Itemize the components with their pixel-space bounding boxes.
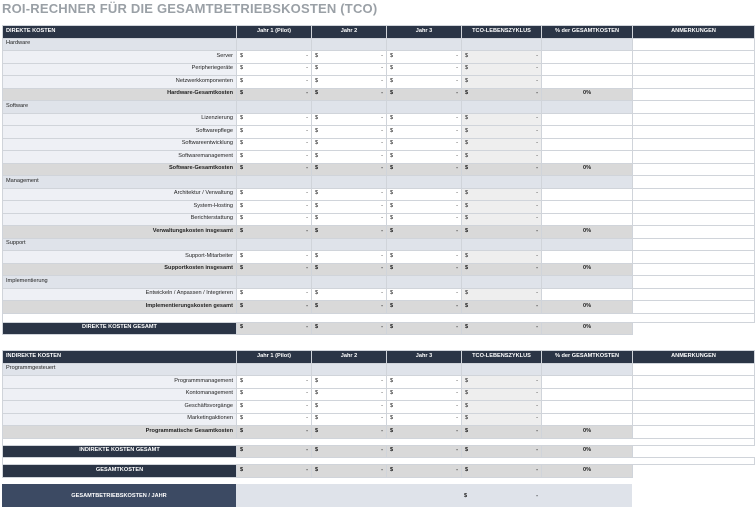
year2-cell[interactable]: $ - bbox=[312, 251, 387, 264]
notes-cell[interactable] bbox=[633, 151, 755, 164]
subtotal-value[interactable]: $ - bbox=[387, 301, 462, 314]
item-label: Berichterstattung bbox=[3, 213, 237, 226]
year3-cell[interactable]: $ - bbox=[387, 251, 462, 264]
subtotal-value[interactable]: $ - bbox=[462, 226, 542, 239]
category-row bbox=[3, 38, 755, 51]
tco-lifecycle-cell[interactable]: $ - bbox=[462, 51, 542, 64]
subtotal-value[interactable]: $ - bbox=[312, 163, 387, 176]
table-row bbox=[3, 76, 755, 89]
indirect-total-row-value[interactable]: $ - bbox=[387, 445, 462, 458]
subtotal-label: Supportkosten insgesamt bbox=[3, 263, 237, 276]
year2-cell[interactable]: $ - bbox=[312, 388, 387, 401]
item-label: Softwarepflege bbox=[3, 126, 237, 139]
notes-cell[interactable] bbox=[633, 213, 755, 226]
column-header: % der GESAMTKOSTEN bbox=[542, 351, 633, 364]
year2-cell[interactable]: $ - bbox=[312, 126, 387, 139]
year1-cell[interactable]: $ - bbox=[237, 138, 312, 151]
year1-cell[interactable]: $ - bbox=[237, 413, 312, 426]
direct-total-row-value[interactable]: $ - bbox=[312, 322, 387, 335]
subtotal-row bbox=[3, 226, 755, 239]
direct-total-row-label: DIREKTE KOSTEN GESAMT bbox=[3, 322, 237, 335]
table-row bbox=[3, 201, 755, 214]
notes-cell[interactable] bbox=[633, 76, 755, 89]
table-row bbox=[3, 401, 755, 414]
indirect-total-row-label: INDIREKTE KOSTEN GESAMT bbox=[3, 445, 237, 458]
column-header: DIREKTE KOSTEN bbox=[3, 26, 237, 39]
notes-cell[interactable] bbox=[633, 401, 755, 414]
year2-cell[interactable]: $ - bbox=[312, 213, 387, 226]
subtotal-percent: 0% bbox=[542, 88, 633, 101]
grand-total-row-percent: 0% bbox=[542, 465, 633, 478]
tco-lifecycle-cell[interactable]: $ - bbox=[462, 251, 542, 264]
category-row bbox=[3, 276, 755, 289]
subtotal-value[interactable]: $ - bbox=[312, 301, 387, 314]
column-header: Jahr 2 bbox=[312, 26, 387, 39]
category-label: Implementierung bbox=[3, 276, 237, 289]
year1-cell[interactable]: $ - bbox=[237, 213, 312, 226]
notes-cell[interactable] bbox=[633, 238, 755, 251]
category-row bbox=[3, 101, 755, 114]
year2-cell[interactable]: $ - bbox=[312, 376, 387, 389]
percent-cell bbox=[542, 126, 633, 139]
tco-lifecycle-cell[interactable]: $ - bbox=[462, 401, 542, 414]
year3-cell[interactable]: $ - bbox=[387, 413, 462, 426]
notes-cell[interactable] bbox=[633, 176, 755, 189]
year1-cell[interactable]: $ - bbox=[237, 376, 312, 389]
table-row bbox=[3, 188, 755, 201]
item-label: Server bbox=[3, 51, 237, 64]
year3-cell[interactable]: $ - bbox=[387, 51, 462, 64]
year3-cell[interactable]: $ - bbox=[387, 288, 462, 301]
direct-total-row-percent: 0% bbox=[542, 322, 633, 335]
year1-cell[interactable]: $ - bbox=[237, 126, 312, 139]
tco-lifecycle-cell[interactable]: $ - bbox=[462, 188, 542, 201]
direct-total-row bbox=[3, 322, 755, 335]
grand-total-row-value[interactable]: $ - bbox=[237, 465, 312, 478]
percent-cell bbox=[542, 188, 633, 201]
year3-cell[interactable]: $ - bbox=[387, 138, 462, 151]
direct-total-row-value[interactable]: $ - bbox=[462, 322, 542, 335]
notes-cell[interactable] bbox=[633, 138, 755, 151]
tco-lifecycle-cell[interactable]: $ - bbox=[462, 213, 542, 226]
year2-cell[interactable]: $ - bbox=[312, 413, 387, 426]
subtotal-row bbox=[3, 88, 755, 101]
table-row bbox=[3, 138, 755, 151]
year1-cell[interactable]: $ - bbox=[237, 388, 312, 401]
percent-cell bbox=[542, 51, 633, 64]
subtotal-value[interactable]: $ - bbox=[462, 426, 542, 439]
year3-cell[interactable]: $ - bbox=[387, 76, 462, 89]
subtotal-value[interactable]: $ - bbox=[387, 263, 462, 276]
notes-cell[interactable] bbox=[633, 413, 755, 426]
year2-cell[interactable]: $ - bbox=[312, 138, 387, 151]
year1-cell[interactable]: $ - bbox=[237, 188, 312, 201]
column-header: Jahr 3 bbox=[387, 351, 462, 364]
notes-cell[interactable] bbox=[633, 188, 755, 201]
percent-cell bbox=[542, 138, 633, 151]
percent-cell bbox=[542, 151, 633, 164]
direct-total-row-value[interactable]: $ - bbox=[387, 322, 462, 335]
notes-cell[interactable] bbox=[633, 251, 755, 264]
column-header: Jahr 3 bbox=[387, 26, 462, 39]
direct-costs-table bbox=[2, 25, 755, 335]
subtotal-label: Software-Gesamtkosten bbox=[3, 163, 237, 176]
tco-lifecycle-cell[interactable]: $ - bbox=[462, 413, 542, 426]
year1-cell[interactable]: $ - bbox=[237, 63, 312, 76]
notes-cell[interactable] bbox=[633, 163, 755, 176]
subtotal-value[interactable]: $ - bbox=[462, 263, 542, 276]
item-label: Softwaremanagement bbox=[3, 151, 237, 164]
tco-per-year-row bbox=[2, 484, 632, 507]
subtotal-percent: 0% bbox=[542, 301, 633, 314]
year1-cell[interactable]: $ - bbox=[237, 51, 312, 64]
subtotal-value[interactable]: $ - bbox=[387, 163, 462, 176]
tco-lifecycle-cell[interactable]: $ - bbox=[462, 288, 542, 301]
table-row bbox=[3, 63, 755, 76]
notes-cell[interactable] bbox=[633, 226, 755, 239]
percent-cell bbox=[542, 201, 633, 214]
year1-cell[interactable]: $ - bbox=[237, 76, 312, 89]
year1-cell[interactable]: $ - bbox=[237, 201, 312, 214]
year2-cell[interactable]: $ - bbox=[312, 288, 387, 301]
indirect-total-row-value[interactable]: $ - bbox=[462, 445, 542, 458]
tco-lifecycle-cell[interactable]: $ - bbox=[462, 376, 542, 389]
table-header bbox=[3, 351, 755, 364]
subtotal-value[interactable]: $ - bbox=[237, 426, 312, 439]
table-row bbox=[3, 126, 755, 139]
year3-cell[interactable]: $ - bbox=[387, 201, 462, 214]
year2-cell[interactable]: $ - bbox=[312, 188, 387, 201]
percent-cell bbox=[542, 113, 633, 126]
category-row bbox=[3, 363, 755, 376]
item-label: Netzwerkkomponenten bbox=[3, 76, 237, 89]
category-label: Support bbox=[3, 238, 237, 251]
subtotal-row bbox=[3, 163, 755, 176]
year2-cell[interactable]: $ - bbox=[312, 63, 387, 76]
subtotal-value[interactable]: $ - bbox=[237, 226, 312, 239]
subtotal-value[interactable]: $ - bbox=[312, 226, 387, 239]
notes-cell[interactable] bbox=[633, 38, 755, 51]
notes-cell[interactable] bbox=[633, 201, 755, 214]
table-row bbox=[3, 288, 755, 301]
notes-cell[interactable] bbox=[633, 51, 755, 64]
table-row bbox=[3, 151, 755, 164]
tco-lifecycle-cell[interactable]: $ - bbox=[462, 113, 542, 126]
column-header: Jahr 1 (Pilot) bbox=[237, 351, 312, 364]
subtotal-percent: 0% bbox=[542, 426, 633, 439]
percent-cell bbox=[542, 76, 633, 89]
category-label: Programmgesteuert bbox=[3, 363, 237, 376]
indirect-total-row-value[interactable]: $ - bbox=[312, 445, 387, 458]
percent-cell bbox=[542, 251, 633, 264]
year2-cell[interactable]: $ - bbox=[312, 151, 387, 164]
subtotal-value[interactable]: $ - bbox=[387, 226, 462, 239]
year1-cell[interactable]: $ - bbox=[237, 151, 312, 164]
notes-cell[interactable] bbox=[633, 263, 755, 276]
percent-cell bbox=[542, 288, 633, 301]
column-header: ANMERKUNGEN bbox=[633, 26, 755, 39]
subtotal-row bbox=[3, 263, 755, 276]
tco-lifecycle-cell[interactable]: $ - bbox=[462, 63, 542, 76]
year3-cell[interactable]: $ - bbox=[387, 63, 462, 76]
notes-cell[interactable] bbox=[633, 376, 755, 389]
year3-cell[interactable]: $ - bbox=[387, 388, 462, 401]
tco-lifecycle-cell[interactable]: $ - bbox=[462, 126, 542, 139]
subtotal-label: Verwaltungskosten insgesamt bbox=[3, 226, 237, 239]
table-row bbox=[3, 51, 755, 64]
notes-cell[interactable] bbox=[633, 388, 755, 401]
percent-cell bbox=[542, 376, 633, 389]
subtotal-percent: 0% bbox=[542, 226, 633, 239]
year3-cell[interactable]: $ - bbox=[387, 188, 462, 201]
indirect-total-row-percent: 0% bbox=[542, 445, 633, 458]
notes-cell[interactable] bbox=[633, 288, 755, 301]
column-header: TCO-LEBENSZYKLUS bbox=[462, 26, 542, 39]
table-row bbox=[3, 388, 755, 401]
column-header: TCO-LEBENSZYKLUS bbox=[462, 351, 542, 364]
tco-lifecycle-cell[interactable]: $ - bbox=[462, 138, 542, 151]
subtotal-label: Hardware-Gesamtkosten bbox=[3, 88, 237, 101]
indirect-costs-table bbox=[2, 350, 755, 478]
tco-per-year-value[interactable]: $ - bbox=[461, 484, 541, 507]
item-label: System-Hosting bbox=[3, 201, 237, 214]
year1-cell[interactable]: $ - bbox=[237, 113, 312, 126]
tco-lifecycle-cell[interactable]: $ - bbox=[462, 76, 542, 89]
subtotal-value[interactable]: $ - bbox=[237, 263, 312, 276]
subtotal-value[interactable]: $ - bbox=[312, 263, 387, 276]
item-label: Peripheriegeräte bbox=[3, 63, 237, 76]
grand-total-row-value[interactable]: $ - bbox=[387, 465, 462, 478]
column-header: % der GESAMTKOSTEN bbox=[542, 26, 633, 39]
item-label: Softwareentwicklung bbox=[3, 138, 237, 151]
year3-cell[interactable]: $ - bbox=[387, 213, 462, 226]
notes-cell[interactable] bbox=[633, 101, 755, 114]
year3-cell[interactable]: $ - bbox=[387, 401, 462, 414]
notes-cell[interactable] bbox=[633, 363, 755, 376]
direct-total-row-value[interactable]: $ - bbox=[237, 322, 312, 335]
notes-cell[interactable] bbox=[633, 88, 755, 101]
grand-total-row-label: GESAMTKOSTEN bbox=[3, 465, 237, 478]
year2-cell[interactable]: $ - bbox=[312, 401, 387, 414]
grand-total-row-value[interactable]: $ - bbox=[312, 465, 387, 478]
subtotal-row bbox=[3, 426, 755, 439]
percent-cell bbox=[542, 413, 633, 426]
item-label: Kontomanagement bbox=[3, 388, 237, 401]
year1-cell[interactable]: $ - bbox=[237, 288, 312, 301]
subtotal-label: Programmatische Gesamtkosten bbox=[3, 426, 237, 439]
subtotal-value[interactable]: $ - bbox=[462, 301, 542, 314]
column-header: ANMERKUNGEN bbox=[633, 351, 755, 364]
year1-cell[interactable]: $ - bbox=[237, 401, 312, 414]
table-row bbox=[3, 376, 755, 389]
year1-cell[interactable]: $ - bbox=[237, 251, 312, 264]
indirect-total-row bbox=[3, 445, 755, 458]
notes-cell[interactable] bbox=[633, 63, 755, 76]
notes-cell[interactable] bbox=[633, 276, 755, 289]
item-label: Geschäftsvorgänge bbox=[3, 401, 237, 414]
item-label: Entwickeln / Anpassen / Integrieren bbox=[3, 288, 237, 301]
notes-cell[interactable] bbox=[633, 301, 755, 314]
subtotal-value[interactable]: $ - bbox=[312, 426, 387, 439]
category-row bbox=[3, 238, 755, 251]
year3-cell[interactable]: $ - bbox=[387, 113, 462, 126]
subtotal-value[interactable]: $ - bbox=[237, 163, 312, 176]
subtotal-value[interactable]: $ - bbox=[237, 301, 312, 314]
item-label: Architektur / Verwaltung bbox=[3, 188, 237, 201]
tco-per-year-label: GESAMTBETRIEBSKOSTEN / JAHR bbox=[2, 484, 236, 507]
item-label: Marketingaktionen bbox=[3, 413, 237, 426]
subtotal-label: Implementierungskosten gesamt bbox=[3, 301, 237, 314]
percent-cell bbox=[542, 63, 633, 76]
table-row bbox=[3, 251, 755, 264]
subtotal-value[interactable]: $ - bbox=[312, 88, 387, 101]
percent-cell bbox=[542, 213, 633, 226]
table-header bbox=[3, 26, 755, 39]
subtotal-value[interactable]: $ - bbox=[237, 88, 312, 101]
percent-cell bbox=[542, 388, 633, 401]
subtotal-percent: 0% bbox=[542, 163, 633, 176]
subtotal-percent: 0% bbox=[542, 263, 633, 276]
indirect-total-row-value[interactable]: $ - bbox=[237, 445, 312, 458]
category-row bbox=[3, 176, 755, 189]
year2-cell[interactable]: $ - bbox=[312, 76, 387, 89]
notes-cell[interactable] bbox=[633, 126, 755, 139]
category-label: Management bbox=[3, 176, 237, 189]
year2-cell[interactable]: $ - bbox=[312, 201, 387, 214]
table-row bbox=[3, 413, 755, 426]
category-label: Hardware bbox=[3, 38, 237, 51]
item-label: Lizenzierung bbox=[3, 113, 237, 126]
table-row bbox=[3, 113, 755, 126]
tco-lifecycle-cell[interactable]: $ - bbox=[462, 151, 542, 164]
year2-cell[interactable]: $ - bbox=[312, 51, 387, 64]
page-title: ROI-RECHNER FÜR DIE GESAMTBETRIEBSKOSTEN (TCO) bbox=[2, 1, 378, 16]
grand-total-row bbox=[3, 465, 755, 478]
subtotal-row bbox=[3, 301, 755, 314]
table-row bbox=[3, 213, 755, 226]
percent-cell bbox=[542, 401, 633, 414]
grand-total-row-value[interactable]: $ - bbox=[462, 465, 542, 478]
notes-cell[interactable] bbox=[633, 113, 755, 126]
year2-cell[interactable]: $ - bbox=[312, 113, 387, 126]
tco-lifecycle-cell[interactable]: $ - bbox=[462, 201, 542, 214]
item-label: Programmmanagement bbox=[3, 376, 237, 389]
year3-cell[interactable]: $ - bbox=[387, 151, 462, 164]
item-label: Support-Mitarbeiter bbox=[3, 251, 237, 264]
column-header: INDIREKTE KOSTEN bbox=[3, 351, 237, 364]
column-header: Jahr 2 bbox=[312, 351, 387, 364]
subtotal-value[interactable]: $ - bbox=[462, 163, 542, 176]
year3-cell[interactable]: $ - bbox=[387, 126, 462, 139]
year3-cell[interactable]: $ - bbox=[387, 376, 462, 389]
subtotal-value[interactable]: $ - bbox=[387, 88, 462, 101]
category-label: Software bbox=[3, 101, 237, 114]
subtotal-value[interactable]: $ - bbox=[462, 88, 542, 101]
subtotal-value[interactable]: $ - bbox=[387, 426, 462, 439]
tco-lifecycle-cell[interactable]: $ - bbox=[462, 388, 542, 401]
notes-cell[interactable] bbox=[633, 426, 755, 439]
column-header: Jahr 1 (Pilot) bbox=[237, 26, 312, 39]
